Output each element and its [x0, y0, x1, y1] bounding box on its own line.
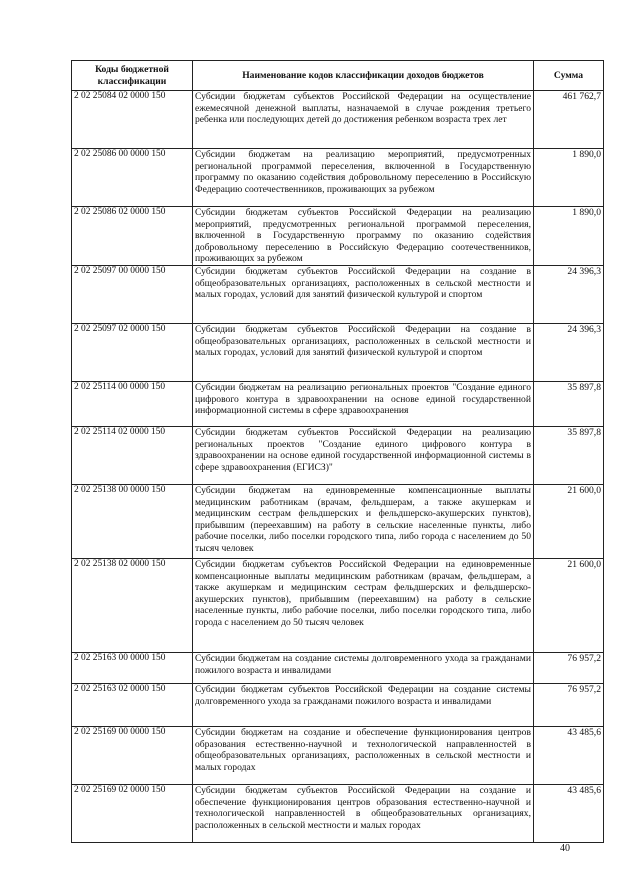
- table-row: [72, 207, 604, 266]
- budget-code: 2 02 25097 00 0000 150: [72, 265, 193, 323]
- budget-code: 2 02 25114 02 0000 150: [72, 426, 193, 484]
- code-name: Субсидии бюджетам субъектов Российской Федерации на создание в общеобразовательных организациях, расположенных в сельской местности и малых городах, условий для занятий физической культурой и спортом: [193, 323, 534, 381]
- table-row: [72, 558, 604, 652]
- table-row: [72, 91, 604, 149]
- header-codes: Коды бюджетной классификации: [72, 61, 193, 91]
- budget-code: 2 02 25086 02 0000 150: [72, 207, 193, 266]
- code-name: Субсидии бюджетам субъектов Российской Федерации на создание и обеспечение функционирования центров образования естественно-научной и технологической направленностей в общеобразовательных организациях, расположенных в сельской местности и малых городах: [193, 784, 534, 842]
- code-name: Субсидии бюджетам субъектов Российской Федерации на создание в общеобразовательных организациях, расположенных в сельской местности и малых городах, условий для занятий физической культурой и спортом: [193, 265, 534, 323]
- budget-code: 2 02 25084 02 0000 150: [72, 91, 193, 149]
- code-name: Субсидии бюджетам субъектов Российской Федерации на реализацию региональных проектов "Создание единого цифрового контура в здравоохранении на основе единой государственной информационной системы в сфере здравоохранения (ЕГИСЗ)": [193, 426, 534, 484]
- table-body: [72, 91, 604, 843]
- header-name: Наименование кодов классификации доходов бюджетов: [193, 61, 534, 91]
- header-sum: Сумма: [534, 61, 604, 91]
- budget-code: 2 02 25086 00 0000 150: [72, 149, 193, 207]
- amount: 21 600,0: [534, 558, 604, 652]
- page-number: 40: [560, 843, 570, 854]
- code-name: Субсидии бюджетам субъектов Российской Федерации на единовременные компенсационные выплаты медицинским работникам (врачам, фельдшерам, а также акушеркам и медицинским сестрам фельдшерских и фельдшерско-акушерских пунктов), прибывшим (переехавшим) на работу в сельские населенные пункты, либо рабочие поселки, либо поселки городского типа, либо города с населением до 50 тысяч человек: [193, 558, 534, 652]
- code-name: Субсидии бюджетам на создание и обеспечение функционирования центров образования естественно-научной и технологической направленностей в общеобразовательных организациях, расположенных в сельской местности и малых городах: [193, 726, 534, 784]
- budget-code: 2 02 25138 00 0000 150: [72, 484, 193, 558]
- budget-code: 2 02 25169 02 0000 150: [72, 784, 193, 842]
- amount: 461 762,7: [534, 91, 604, 149]
- code-name: Субсидии бюджетам субъектов Российской Федерации на реализацию мероприятий, предусмотренных региональной программой переселения, включенной в Государственную программу по оказанию содействия добровольному переселению в Российскую Федерацию соотечественников, проживающих за рубежом: [193, 207, 534, 266]
- budget-classification-table: [71, 60, 604, 843]
- table-row: [72, 323, 604, 381]
- table-row: [72, 484, 604, 558]
- amount: 76 957,2: [534, 652, 604, 683]
- budget-code: 2 02 25163 02 0000 150: [72, 683, 193, 726]
- table-row: [72, 149, 604, 207]
- amount: 1 890,0: [534, 149, 604, 207]
- amount: 35 897,8: [534, 381, 604, 426]
- table-row: [72, 652, 604, 683]
- table-header-row: [72, 61, 604, 91]
- amount: 76 957,2: [534, 683, 604, 726]
- table-row: [72, 426, 604, 484]
- amount: 1 890,0: [534, 207, 604, 266]
- budget-code: 2 02 25138 02 0000 150: [72, 558, 193, 652]
- code-name: Субсидии бюджетам на реализацию мероприятий, предусмотренных региональной программой переселения, включенной в Государственную программу по оказанию содействия добровольному переселению в Российскую Федерацию соотечественников, проживающих за рубежом: [193, 149, 534, 207]
- budget-code: 2 02 25097 02 0000 150: [72, 323, 193, 381]
- amount: 43 485,6: [534, 784, 604, 842]
- table-row: [72, 726, 604, 784]
- table-row: [72, 784, 604, 842]
- amount: 24 396,3: [534, 265, 604, 323]
- budget-code: 2 02 25163 00 0000 150: [72, 652, 193, 683]
- code-name: Субсидии бюджетам на реализацию региональных проектов "Создание единого цифрового контура в здравоохранении на основе единой государственной информационной системы в сфере здравоохранения: [193, 381, 534, 426]
- code-name: Субсидии бюджетам субъектов Российской Федерации на создание системы долговременного ухода за гражданами пожилого возраста и инвалидами: [193, 683, 534, 726]
- table-row: [72, 265, 604, 323]
- code-name: Субсидии бюджетам на единовременные компенсационные выплаты медицинским работникам (врачам, фельдшерам, а также акушеркам и медицинским сестрам фельдшерских и фельдшерско-акушерских пунктов), прибывшим (переехавшим) на работу в сельские населенные пункты, либо рабочие поселки, либо поселки городского типа, либо города с населением до 50 тысяч человек: [193, 484, 534, 558]
- amount: 43 485,6: [534, 726, 604, 784]
- budget-code: 2 02 25114 00 0000 150: [72, 381, 193, 426]
- table-row: [72, 381, 604, 426]
- budget-code: 2 02 25169 00 0000 150: [72, 726, 193, 784]
- amount: 35 897,8: [534, 426, 604, 484]
- amount: 21 600,0: [534, 484, 604, 558]
- code-name: Субсидии бюджетам на создание системы долговременного ухода за гражданами пожилого возраста и инвалидами: [193, 652, 534, 683]
- table-row: [72, 683, 604, 726]
- amount: 24 396,3: [534, 323, 604, 381]
- code-name: Субсидии бюджетам субъектов Российской Федерации на осуществление ежемесячной денежной выплаты, назначаемой в случае рождения третьего ребенка или последующих детей до достижения ребенком возраста трех лет: [193, 91, 534, 149]
